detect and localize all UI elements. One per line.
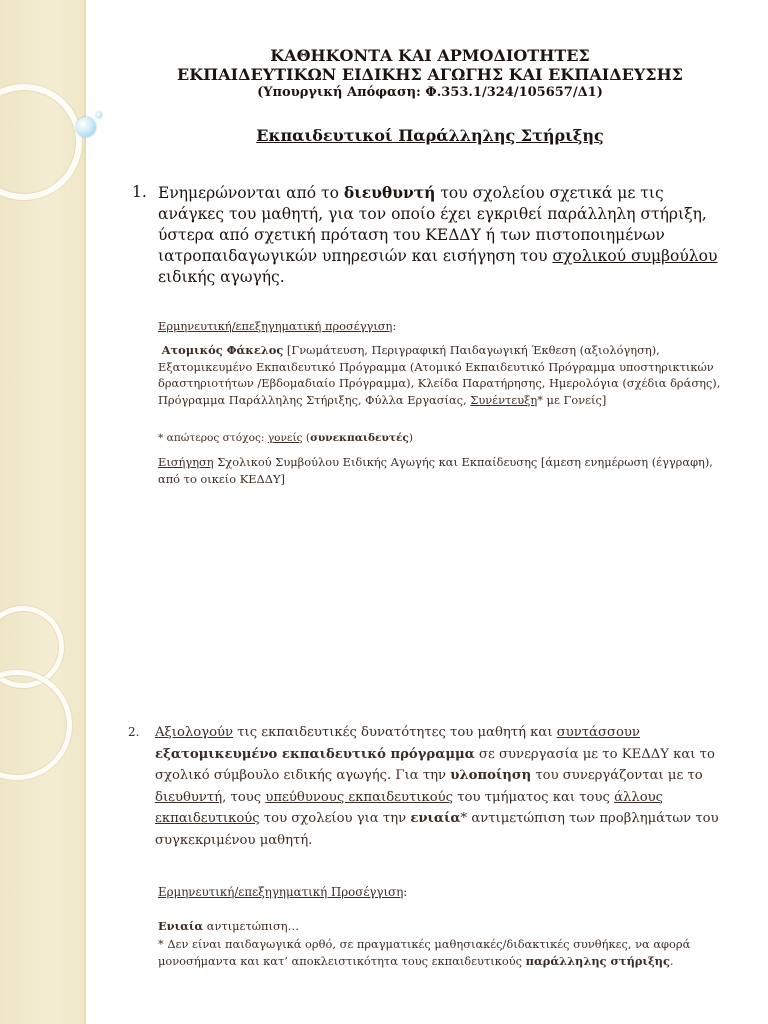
decorative-ring [0, 670, 72, 780]
section-title: Εκπαιδευτικοί Παράλληλης Στήριξης [256, 126, 604, 145]
list-item-number: 1. [132, 183, 147, 201]
note-recommendation: Εισήγηση Σχολικού Συμβούλου Ειδικής Αγωγής και Εκπαίδευσης [άμεση ενημέρωση (έγγραφη), από το οικείο ΚΕΔΔΥ] [158, 455, 713, 486]
note-footnote: * Δεν είναι παιδαγωγικά ορθό, σε πραγματικές μαθησιακές/διδακτικές συνθήκες, να αφορά μονοσήμαντα και κατ’ αποκλειστικότητα τους εκπαιδευτικούς παράλληλης στήριξης. [158, 937, 691, 968]
decorative-bubble [76, 117, 96, 137]
document-header [110, 46, 750, 101]
decorative-ring [0, 84, 82, 200]
note-individual-file: Ατομικός Φάκελος [Γνωμάτευση, Περιγραφική Παιδαγωγική Έκθεση (αξιολόγηση), Εξατομικευμένο Εκπαιδευτικό Πρόγραμμα (Ατομικό Εκπαιδευτικό Πρόγραμμα υποστηρικτικών δραστηριοτήτων /Εβδομαδιαίο Πρόγραμμα), Κλείδα Παρατήρησης, Ημερολόγια (σχέδια δράσης), Πρόγραμμα Παράλληλης Στήριξης, Φύλλα Εργασίας, Συνέντευξη* με Γονείς] [158, 343, 721, 407]
header-title: ΚΑΘΗΚΟΝΤΑ ΚΑΙ ΑΡΜΟΔΙΟΤΗΤΕΣ [270, 46, 590, 65]
header-subtitle: ΕΚΠΑΙΔΕΥΤΙΚΩΝ ΕΙΔΙΚΗΣ ΑΓΩΓΗΣ ΚΑΙ ΕΚΠΑΙΔΕΥΣΗΣ [177, 65, 683, 84]
decorative-bubble [96, 112, 102, 118]
header-decision-reference: (Υπουργική Απόφαση: Φ.353.1/324/105657/Δ1) [257, 85, 603, 100]
decorative-sidebar [0, 0, 86, 1024]
note-unified-handling: Ενιαία αντιμετώπιση… [158, 919, 299, 933]
note-footnote: * απώτερος στόχος: γονείς (συνεκπαιδευτές) [158, 432, 414, 444]
note-heading: Ερμηνευτική/επεξηγηματική προσέγγιση: [158, 319, 397, 333]
sidebar-divider [84, 0, 86, 1024]
list-item-text: Ενημερώνονται από το διευθυντή του σχολείου σχετικά με τις ανάγκες του μαθητή, για τον οποίο έχει εγκριθεί παράλληλη στήριξη, ύστερα από σχετική πρόταση του ΚΕΔΔΥ ή των πιστοποιημένων ιατροπαιδαγωγικών υπηρεσιών και εισήγηση του σχολικού συμβούλου ειδικής αγωγής. [158, 183, 718, 286]
list-item-text: Αξιολογούν τις εκπαιδευτικές δυνατότητες του μαθητή και συντάσσουν εξατομικευμένο εκπαιδευτικό πρόγραμμα σε συνεργασία με το ΚΕΔΔΥ και το σχολικό σύμβουλο ειδικής αγωγής. Για την υλοποίηση του συνεργάζονται με το διευθυντή, τους υπεύθυνους εκπαιδευτικούς του τμήματος και τους άλλους εκπαιδευτικούς του σχολείου για την ενιαία* αντιμετώπιση των προβλημάτων του συγκεκριμένου μαθητή. [155, 725, 719, 848]
list-item-number: 2. [128, 725, 140, 739]
list-item-1 [132, 182, 732, 288]
list-item-2 [128, 722, 728, 852]
note-heading: Ερμηνευτική/επεξηγηματική Προσέγγιση: [158, 885, 408, 899]
